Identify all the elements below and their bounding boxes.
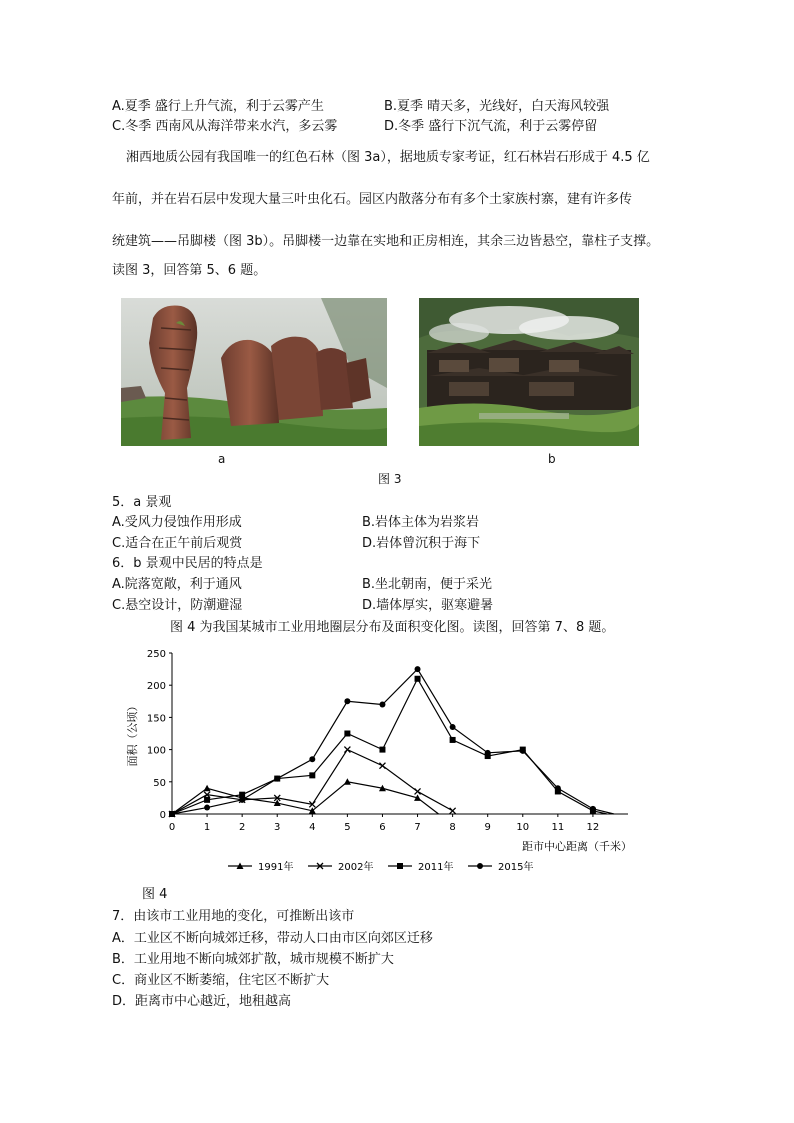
legend-label: 1991年 (258, 862, 294, 873)
q6-option-b: B.坐北朝南，便于采光 (362, 577, 493, 592)
figure-3b-photo (419, 298, 639, 446)
q7-stem: 7．由该市工业用地的变化，可推断出该市 (112, 909, 355, 924)
data-point (239, 797, 245, 803)
y-tick-label: 200 (146, 681, 166, 693)
data-point (450, 724, 456, 730)
x-tick-label: 6 (379, 822, 386, 833)
data-point (239, 792, 245, 798)
data-point (344, 731, 350, 737)
y-tick-label: 0 (159, 810, 166, 821)
q5-option-a: A.受风力侵蚀作用形成 (112, 515, 242, 530)
q5-stem: 5．a 景观 (112, 495, 172, 510)
x-tick-label: 9 (484, 822, 491, 833)
data-point (344, 747, 350, 753)
y-tick-label: 150 (146, 713, 166, 725)
intro-line-3: 统建筑——吊脚楼（图 3b）。吊脚楼一边靠在实地和正房相连，其余三边皆悬空，靠柱子支撑。 (112, 234, 660, 249)
data-point (397, 863, 403, 869)
q6-option-c: C.悬空设计，防潮避湿 (112, 598, 243, 613)
data-point (415, 666, 421, 672)
y-axis-label: 面积（公顷） (126, 700, 139, 767)
data-point (274, 776, 280, 782)
figure-3b-label: b (548, 452, 556, 466)
data-point (379, 702, 385, 708)
data-point (590, 806, 596, 812)
data-point (520, 748, 526, 754)
q4-option-c: C.冬季 西南风从海洋带来水汽，多云雾 (112, 119, 338, 134)
q5-option-d: D.岩体曾沉积于海下 (362, 536, 481, 551)
q7-option-d: D．距离市中心越近，地租越高 (112, 994, 292, 1009)
x-tick-label: 2 (238, 822, 246, 833)
y-tick-label: 100 (146, 745, 166, 757)
figure-3-caption: 图 3 (378, 472, 402, 486)
figure-4-caption: 图 4 (142, 887, 168, 902)
data-point (450, 737, 456, 743)
q7-option-c: C．商业区不断萎缩，住宅区不断扩大 (112, 973, 330, 988)
x-tick-label: 12 (586, 822, 600, 833)
q4-option-b: B.夏季 晴天多，光线好，白天海风较强 (384, 99, 610, 114)
y-tick-label: 50 (153, 777, 166, 789)
series-line (172, 782, 439, 814)
data-point (555, 785, 561, 791)
q5-option-c: C.适合在正午前后观赏 (112, 536, 243, 551)
data-point (415, 676, 421, 682)
q6-option-a: A.院落宽敞，利于通风 (112, 577, 242, 592)
figure-3a-label: a (218, 452, 226, 466)
intro-line-2: 年前，并在岩石层中发现大量三叶虫化石。园区内散落分布有多个土家族村寨，建有许多传 (112, 192, 633, 207)
data-point (450, 808, 456, 814)
x-axis-label: 距市中心距离（千米） (522, 840, 632, 853)
legend-label: 2015年 (498, 862, 534, 873)
y-tick-label: 250 (146, 649, 166, 660)
data-point (309, 772, 315, 778)
x-tick-label: 1 (203, 822, 211, 833)
data-point (344, 698, 350, 704)
industrial-land-chart (110, 640, 670, 880)
data-point (477, 863, 483, 869)
x-tick-label: 4 (309, 822, 316, 833)
legend-label: 2011年 (418, 862, 454, 873)
data-point (379, 763, 385, 769)
q4-option-d: D.冬季 盛行下沉气流，利于云雾停留 (384, 119, 598, 134)
x-tick-label: 7 (414, 822, 421, 833)
figure-4-intro: 图 4 为我国某城市工业用地圈层分布及面积变化图。读图，回答第 7、8 题。 (170, 620, 615, 635)
data-point (204, 805, 210, 811)
data-point (204, 797, 210, 803)
data-point (344, 778, 351, 785)
q7-option-b: B．工业用地不断向城郊扩散，城市规模不断扩大 (112, 952, 394, 967)
data-point (379, 747, 385, 753)
series-line (172, 669, 614, 814)
x-tick-label: 11 (551, 822, 565, 833)
q6-stem: 6．b 景观中民居的特点是 (112, 556, 263, 571)
x-tick-label: 10 (516, 822, 530, 833)
data-point (169, 811, 175, 817)
q6-option-d: D.墙体厚实，驱寒避暑 (362, 598, 494, 613)
legend-label: 2002年 (338, 862, 374, 873)
series-2011年 (169, 676, 607, 817)
q5-option-b: B.岩体主体为岩浆岩 (362, 515, 480, 530)
figure-3a-photo (121, 298, 387, 446)
intro-line-1: 湘西地质公园有我国唯一的红色石林（图 3a），据地质专家考证，红石林岩石形成于 4.5 亿 (126, 150, 650, 165)
x-tick-label: 3 (274, 822, 281, 833)
q7-option-a: A．工业区不断向城郊迁移，带动人口由市区向郊区迁移 (112, 931, 433, 946)
q4-option-a: A.夏季 盛行上升气流，利于云雾产生 (112, 99, 324, 114)
x-tick-label: 0 (168, 822, 176, 833)
intro-line-4: 读图 3，回答第 5、6 题。 (112, 263, 267, 278)
data-point (204, 785, 211, 792)
data-point (415, 788, 421, 794)
series-2015年 (169, 666, 614, 817)
series-line (172, 679, 607, 814)
data-point (485, 750, 491, 756)
x-tick-label: 5 (344, 822, 351, 833)
x-tick-label: 8 (449, 822, 456, 833)
data-point (309, 756, 315, 762)
